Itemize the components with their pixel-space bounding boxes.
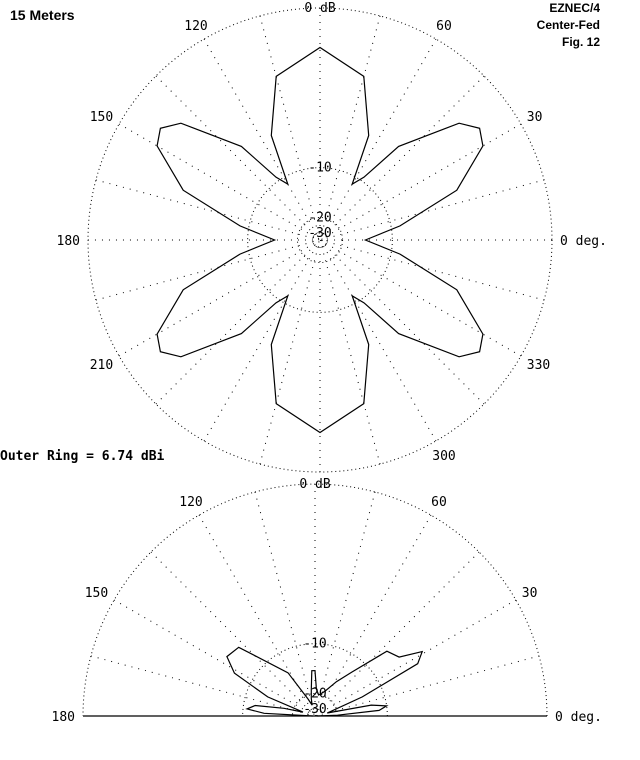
elevation-ring-label-3: -30 [303, 701, 327, 717]
azimuth-spoke-210 [119, 244, 314, 356]
azimuth-spoke-150 [119, 124, 314, 236]
azimuth-angle-label-210: 210 [89, 358, 114, 373]
elevation-spoke-135 [151, 552, 310, 711]
azimuth-spoke-135 [156, 76, 315, 235]
elevation-spoke-165 [91, 656, 308, 714]
elevation-spoke-150 [114, 600, 309, 712]
azimuth-angle-label-330: 330 [526, 358, 551, 373]
azimuth-spoke-345 [327, 242, 544, 300]
elevation-ring-label-2: -20 [303, 686, 327, 702]
elevation-spoke-75 [317, 492, 375, 709]
elevation-spoke-30 [321, 600, 516, 712]
figure-number: Fig. 12 [561, 35, 600, 49]
azimuth-spoke-240 [204, 246, 316, 441]
elevation-angle-label-150: 150 [84, 586, 109, 601]
azimuth-angle-label-120: 120 [184, 19, 208, 35]
elevation-ring-label-0: 0 dB [299, 477, 331, 492]
axis-labels [52, 1, 607, 725]
elevation-spoke-105 [255, 492, 313, 709]
azimuth-spoke-45 [325, 76, 484, 235]
azimuth-spoke-75 [322, 16, 380, 233]
azimuth-spoke-285 [322, 247, 380, 464]
azimuth-ring-label-2: -20 [308, 210, 332, 226]
elevation-ring-0 [83, 484, 547, 716]
elevation-spoke-60 [319, 515, 431, 710]
outer-ring-note: Outer Ring = 6.74 dBi [0, 449, 165, 464]
azimuth-ring-label-1: -10 [308, 160, 332, 176]
azimuth-spoke-30 [326, 124, 521, 236]
elevation-angle-label-120: 120 [179, 495, 203, 511]
program-name: EZNEC/4 [549, 1, 600, 15]
azimuth-angle-label-60: 60 [436, 19, 452, 35]
azimuth-spoke-330 [326, 244, 521, 356]
elevation-ring-label-1: -10 [303, 636, 327, 652]
azimuth-spoke-300 [324, 246, 436, 441]
azimuth-spoke-105 [260, 16, 318, 233]
azimuth-ring-label-3: -30 [308, 225, 332, 241]
azimuth-spoke-195 [96, 242, 313, 300]
elevation-angle-label-30: 30 [521, 586, 538, 601]
azimuth-spoke-120 [204, 39, 316, 234]
band-title: 15 Meters [10, 7, 75, 23]
elevation-grid [83, 484, 547, 716]
azimuth-angle-label-150: 150 [89, 110, 114, 125]
antenna-name: Center-Fed [536, 18, 600, 32]
elevation-spoke-15 [322, 656, 539, 714]
azimuth-spoke-15 [327, 180, 544, 238]
azimuth-spoke-225 [156, 245, 315, 404]
azimuth-ring-label-0: 0 dB [304, 1, 336, 16]
azimuth-spoke-255 [260, 247, 318, 464]
azimuth-angle-label-180: 180 [56, 234, 80, 249]
azimuth-angle-label-0: 0 deg. [560, 234, 607, 249]
azimuth-spoke-165 [96, 180, 313, 238]
azimuth-spoke-315 [325, 245, 484, 404]
elevation-angle-label-0: 0 deg. [555, 710, 602, 725]
elevation-spoke-45 [320, 552, 479, 711]
elevation-angle-label-180: 180 [51, 710, 75, 725]
azimuth-angle-label-300: 300 [432, 448, 456, 464]
elevation-angle-label-60: 60 [431, 495, 447, 511]
azimuth-angle-label-30: 30 [526, 110, 543, 125]
azimuth-spoke-60 [324, 39, 436, 234]
